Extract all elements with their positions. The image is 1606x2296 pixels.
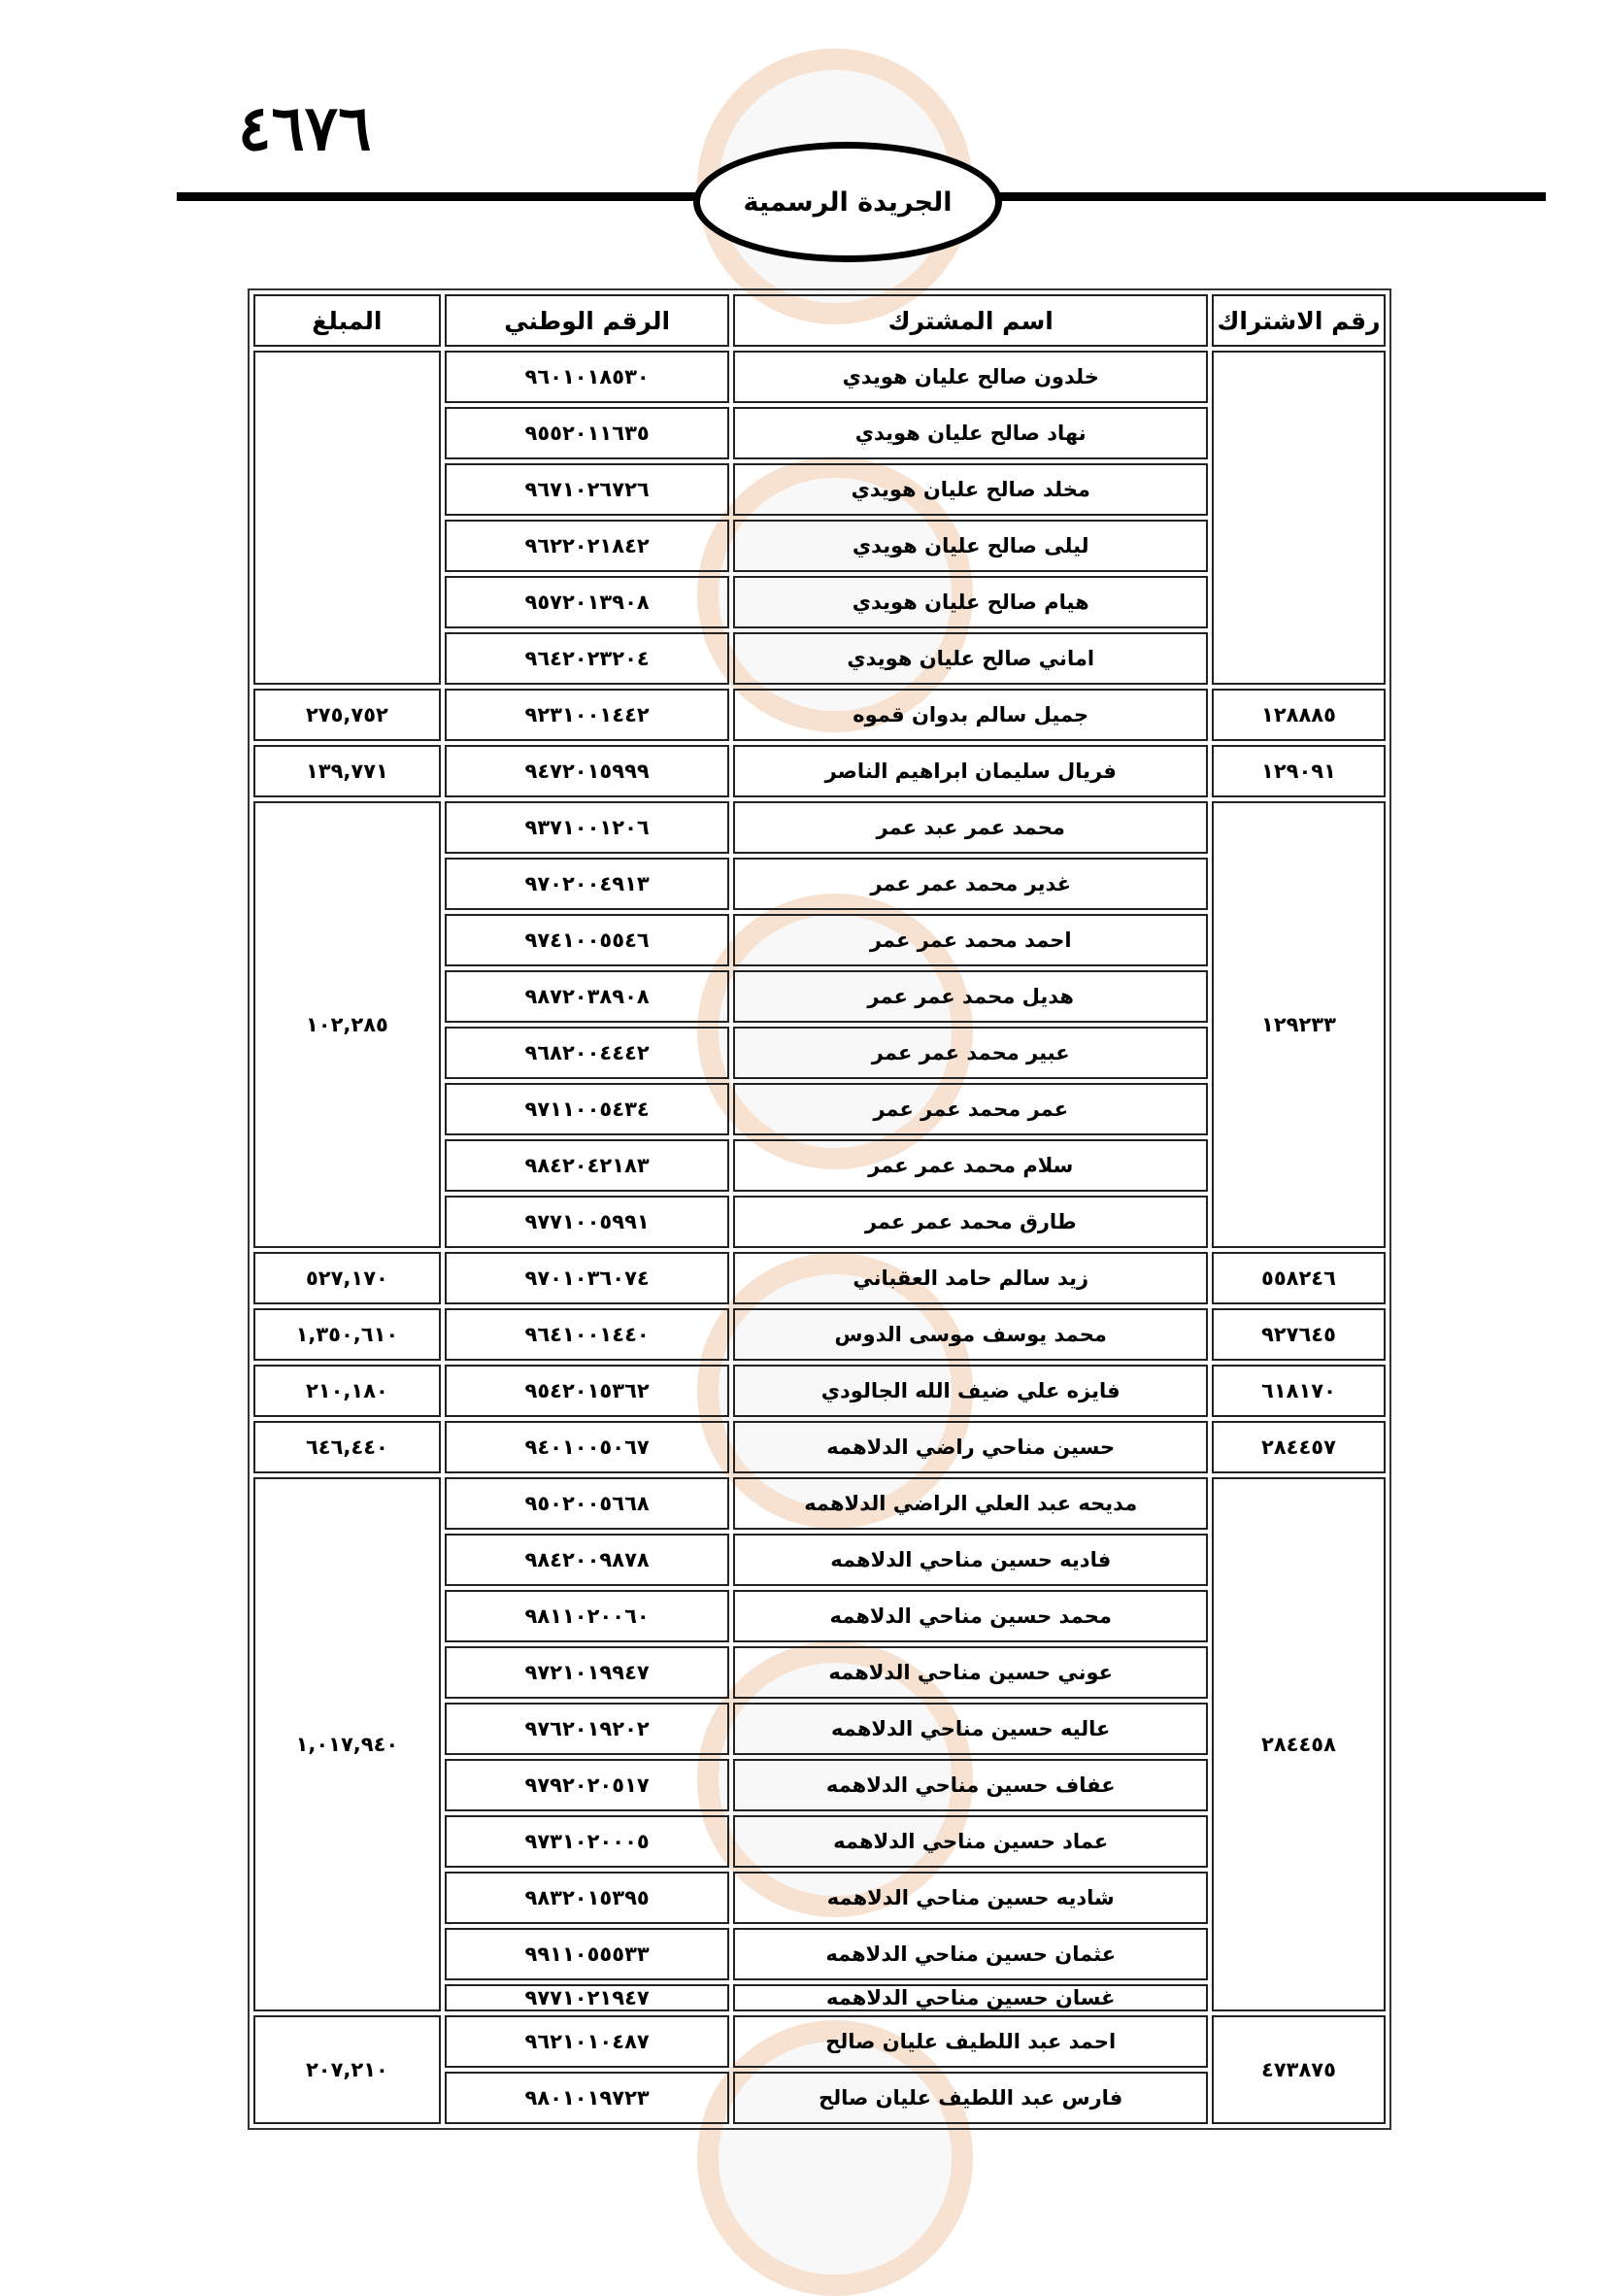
name-cell: محمد حسين مناحي الدلاهمه	[733, 1590, 1208, 1642]
table-row	[253, 1477, 1386, 1530]
table-row	[253, 745, 1386, 797]
national-id-cell: ٩٦٧١٠٢٦٧٢٦	[445, 463, 730, 516]
table-header-row	[253, 294, 1386, 347]
name-cell: زيد سالم حامد العقباني	[733, 1252, 1208, 1304]
table-row	[253, 1252, 1386, 1304]
name-cell: مخلد صالح عليان هويدي	[733, 463, 1208, 516]
subscription-cell: ٩٢٧٦٤٥	[1212, 1308, 1386, 1361]
national-id-cell: ٩٢٣١٠٠١٤٤٢	[445, 689, 730, 741]
subscription-cell: ١٢٩٢٣٣	[1212, 801, 1386, 1248]
name-cell: حسين مناحي راضي الدلاهمه	[733, 1421, 1208, 1473]
national-id-cell: ٩٧٧١٠٢١٩٤٧	[445, 1984, 730, 2011]
table-row	[253, 1421, 1386, 1473]
national-id-cell: ٩٧٤١٠٠٥٥٤٦	[445, 914, 730, 966]
national-id-cell: ٩٧٦٢٠١٩٢٠٢	[445, 1703, 730, 1755]
page-number: ٤٦٧٦	[238, 92, 372, 165]
name-cell: خلدون صالح عليان هويدي	[733, 351, 1208, 403]
national-id-cell: ٩٧٠٢٠٠٤٩١٣	[445, 858, 730, 910]
national-id-cell: ٩٦٠١٠١٨٥٣٠	[445, 351, 730, 403]
amount-cell: ١٠٢,٢٨٥	[253, 801, 441, 1248]
subscription-cell: ٤٧٣٨٧٥	[1212, 2015, 1386, 2124]
name-cell: مديحه عبد العلي الراضي الدلاهمه	[733, 1477, 1208, 1530]
name-cell: هديل محمد عمر عمر	[733, 970, 1208, 1023]
table-row	[253, 351, 1386, 403]
amount-cell: ٥٢٧,١٧٠	[253, 1252, 441, 1304]
name-cell: عثمان حسين مناحي الدلاهمه	[733, 1928, 1208, 1980]
national-id-cell: ٩٨٤٢٠٠٩٨٧٨	[445, 1534, 730, 1586]
name-cell: فارس عبد اللطيف عليان صالح	[733, 2072, 1208, 2124]
header-emblem	[693, 142, 1002, 262]
header-title: الجريدة الرسمية	[743, 186, 953, 218]
subscription-cell: ١٢٩٠٩١	[1212, 745, 1386, 797]
national-id-cell: ٩٤٧٢٠١٥٩٩٩	[445, 745, 730, 797]
national-id-cell: ٩٧١١٠٠٥٤٣٤	[445, 1083, 730, 1135]
name-cell: فايزه علي ضيف الله الجالودي	[733, 1365, 1208, 1417]
national-id-cell: ٩٦٨٢٠٠٤٤٤٢	[445, 1027, 730, 1079]
subscription-cell	[1212, 351, 1386, 685]
header-name: اسم المشترك	[733, 294, 1208, 347]
national-id-cell: ٩٦٢١٠١٠٤٨٧	[445, 2015, 730, 2068]
name-cell: غدير محمد عمر عمر	[733, 858, 1208, 910]
subscription-cell: ٢٨٤٤٥٨	[1212, 1477, 1386, 2011]
national-id-cell: ٩٥٥٢٠١١٦٣٥	[445, 407, 730, 459]
amount-cell: ١,٠١٧,٩٤٠	[253, 1477, 441, 2011]
amount-cell: ٢٧٥,٧٥٢	[253, 689, 441, 741]
name-cell: جميل سالم بدوان قموه	[733, 689, 1208, 741]
national-id-cell: ٩٧٠١٠٣٦٠٧٤	[445, 1252, 730, 1304]
subscription-cell: ٢٨٤٤٥٧	[1212, 1421, 1386, 1473]
table-row	[253, 1365, 1386, 1417]
name-cell: اماني صالح عليان هويدي	[733, 632, 1208, 685]
amount-cell: ٢٠٧,٢١٠	[253, 2015, 441, 2124]
national-id-cell: ٩٩١١٠٥٥٥٣٣	[445, 1928, 730, 1980]
subscription-cell: ٦١٨١٧٠	[1212, 1365, 1386, 1417]
national-id-cell: ٩٧٩٢٠٢٠٥١٧	[445, 1759, 730, 1811]
national-id-cell: ٩٨٤٢٠٤٢١٨٣	[445, 1139, 730, 1192]
header-amount: المبلغ	[253, 294, 441, 347]
amount-cell: ١٣٩,٧٧١	[253, 745, 441, 797]
name-cell: شاديه حسين مناحي الدلاهمه	[733, 1872, 1208, 1924]
name-cell: احمد عبد اللطيف عليان صالح	[733, 2015, 1208, 2068]
table-row	[253, 2015, 1386, 2068]
table-row	[253, 689, 1386, 741]
national-id-cell: ٩٦٤١٠٠١٤٤٠	[445, 1308, 730, 1361]
amount-cell	[253, 351, 441, 685]
amount-cell: ٦٤٦,٤٤٠	[253, 1421, 441, 1473]
national-id-cell: ٩٨٣٢٠١٥٣٩٥	[445, 1872, 730, 1924]
table-body	[253, 351, 1386, 2124]
national-id-cell: ٩٨٧٢٠٣٨٩٠٨	[445, 970, 730, 1023]
national-id-cell: ٩٥٧٢٠١٣٩٠٨	[445, 576, 730, 628]
amount-cell: ١,٣٥٠,٦١٠	[253, 1308, 441, 1361]
name-cell: عمر محمد عمر عمر	[733, 1083, 1208, 1135]
national-id-cell: ٩٧٧١٠٠٥٩٩١	[445, 1196, 730, 1248]
name-cell: فريال سليمان ابراهيم الناصر	[733, 745, 1208, 797]
national-id-cell: ٩٦٢٢٠٢١٨٤٢	[445, 520, 730, 572]
name-cell: محمد عمر عبد عمر	[733, 801, 1208, 854]
subscribers-table	[248, 288, 1391, 2130]
national-id-cell: ٩٥٠٢٠٠٥٦٦٨	[445, 1477, 730, 1530]
name-cell: ليلى صالح عليان هويدي	[733, 520, 1208, 572]
national-id-cell: ٩٧٣١٠٢٠٠٠٥	[445, 1815, 730, 1868]
table-row	[253, 1308, 1386, 1361]
header-national-id: الرقم الوطني	[445, 294, 730, 347]
national-id-cell: ٩٥٤٢٠١٥٣٦٢	[445, 1365, 730, 1417]
table-row	[253, 801, 1386, 854]
national-id-cell: ٩٣٧١٠٠١٢٠٦	[445, 801, 730, 854]
name-cell: عماد حسين مناحي الدلاهمه	[733, 1815, 1208, 1868]
name-cell: عفاف حسين مناحي الدلاهمه	[733, 1759, 1208, 1811]
national-id-cell: ٩٤٠١٠٠٥٠٦٧	[445, 1421, 730, 1473]
national-id-cell: ٩٦٤٢٠٢٣٢٠٤	[445, 632, 730, 685]
name-cell: عاليه حسين مناحي الدلاهمه	[733, 1703, 1208, 1755]
national-id-cell: ٩٨٠١٠١٩٧٢٣	[445, 2072, 730, 2124]
header-subscription: رقم الاشتراك	[1212, 294, 1386, 347]
national-id-cell: ٩٧٢١٠١٩٩٤٧	[445, 1646, 730, 1699]
name-cell: طارق محمد عمر عمر	[733, 1196, 1208, 1248]
name-cell: نهاد صالح عليان هويدي	[733, 407, 1208, 459]
name-cell: سلام محمد عمر عمر	[733, 1139, 1208, 1192]
name-cell: محمد يوسف موسى الدوس	[733, 1308, 1208, 1361]
name-cell: هيام صالح عليان هويدي	[733, 576, 1208, 628]
name-cell: عبير محمد عمر عمر	[733, 1027, 1208, 1079]
name-cell: غسان حسين مناحي الدلاهمه	[733, 1984, 1208, 2011]
name-cell: فاديه حسين مناحي الدلاهمه	[733, 1534, 1208, 1586]
subscription-cell: ٥٥٨٢٤٦	[1212, 1252, 1386, 1304]
amount-cell: ٢١٠,١٨٠	[253, 1365, 441, 1417]
subscription-cell: ١٢٨٨٨٥	[1212, 689, 1386, 741]
national-id-cell: ٩٨١١٠٢٠٠٦٠	[445, 1590, 730, 1642]
name-cell: عوني حسين مناحي الدلاهمه	[733, 1646, 1208, 1699]
name-cell: احمد محمد عمر عمر	[733, 914, 1208, 966]
